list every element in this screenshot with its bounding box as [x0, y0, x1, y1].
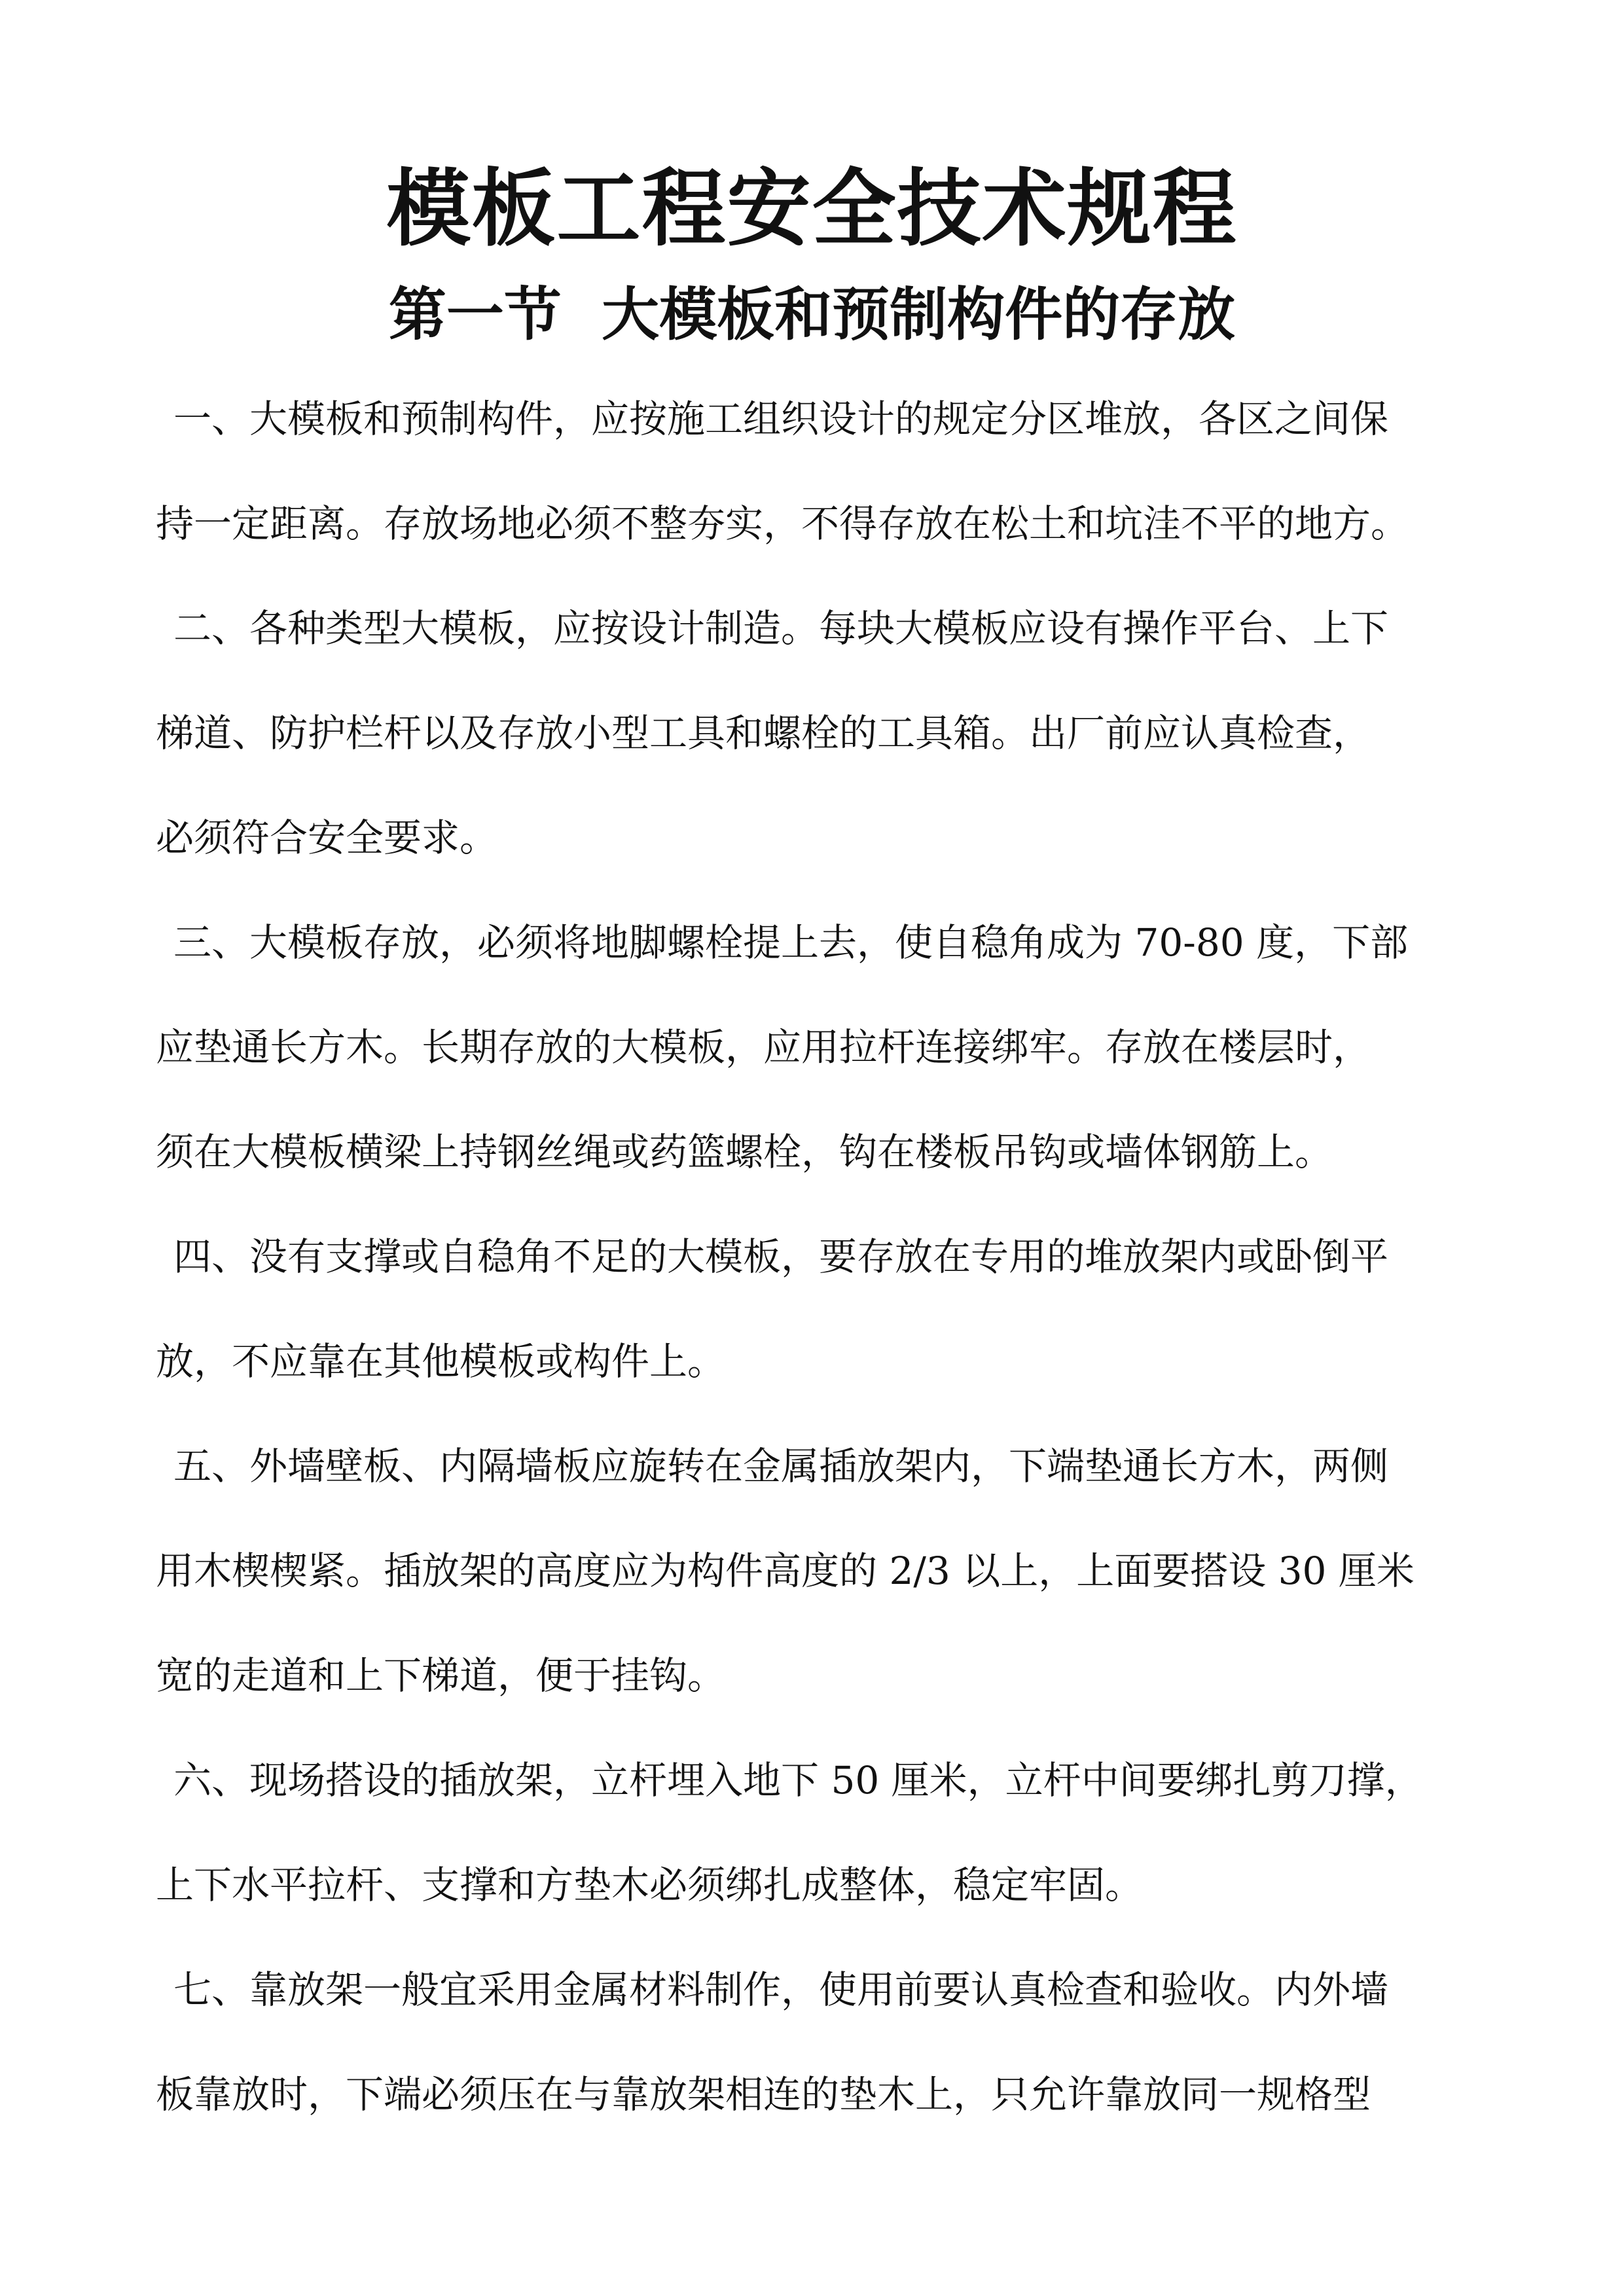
paragraph-3-line-1: 三、大模板存放，必须将地脚螺栓提上去，使自稳角成为 70-80 度，下部 [173, 920, 1409, 965]
paragraph-1-line-1: 一、大模板和预制构件，应按施工组织设计的规定分区堆放，各区之间保 [173, 397, 1389, 441]
document-title: 模板工程安全技术规程 [386, 160, 1238, 258]
paragraph-6-line-1: 六、现场搭设的插放架，立杆埋入地下 50 厘米，立杆中间要绑扎剪刀撑， [173, 1758, 1423, 1803]
paragraph-5-line-2: 用木楔楔紧。插放架的高度应为构件高度的 2/3 以上，上面要搭设 30 厘米 [156, 1549, 1415, 1593]
paragraph-4-line-1: 四、没有支撑或自稳角不足的大模板，要存放在专用的堆放架内或卧倒平 [173, 1234, 1389, 1279]
paragraph-4-line-2: 放，不应靠在其他模板或构件上。 [156, 1339, 726, 1384]
paragraph-7-line-2: 板靠放时，下端必须压在与靠放架相连的垫木上，只允许靠放同一规格型 [156, 2072, 1371, 2117]
paragraph-5-line-3: 宽的走道和上下梯道，便于挂钩。 [156, 1653, 726, 1698]
paragraph-3-line-2: 应垫通长方木。长期存放的大模板，应用拉杆连接绑牢。存放在楼层时， [156, 1025, 1371, 1069]
paragraph-5-line-1: 五、外墙壁板、内隔墙板应旋转在金属插放架内，下端垫通长方木，两侧 [173, 1444, 1389, 1488]
paragraph-2-line-1: 二、各种类型大模板，应按设计制造。每块大模板应设有操作平台、上下 [173, 606, 1389, 651]
paragraph-3-line-3: 须在大模板横梁上持钢丝绳或药篮螺栓，钩在楼板吊钩或墙体钢筋上。 [156, 1130, 1333, 1174]
paragraph-6-line-2: 上下水平拉杆、支撑和方垫木必须绑扎成整体，稳定牢固。 [156, 1863, 1144, 1907]
section-heading: 第一节 大模板和预制构件的存放 [388, 280, 1236, 348]
paragraph-1-line-2: 持一定距离。存放场地必须不整夯实，不得存放在松土和坑洼不平的地方。 [156, 501, 1409, 546]
paragraph-7-line-1: 七、靠放架一般宜采用金属材料制作，使用前要认真检查和验收。内外墙 [173, 1967, 1389, 2012]
paragraph-2-line-3: 必须符合安全要求。 [156, 816, 498, 860]
paragraph-2-line-2: 梯道、防护栏杆以及存放小型工具和螺栓的工具箱。出厂前应认真检查， [156, 711, 1371, 755]
